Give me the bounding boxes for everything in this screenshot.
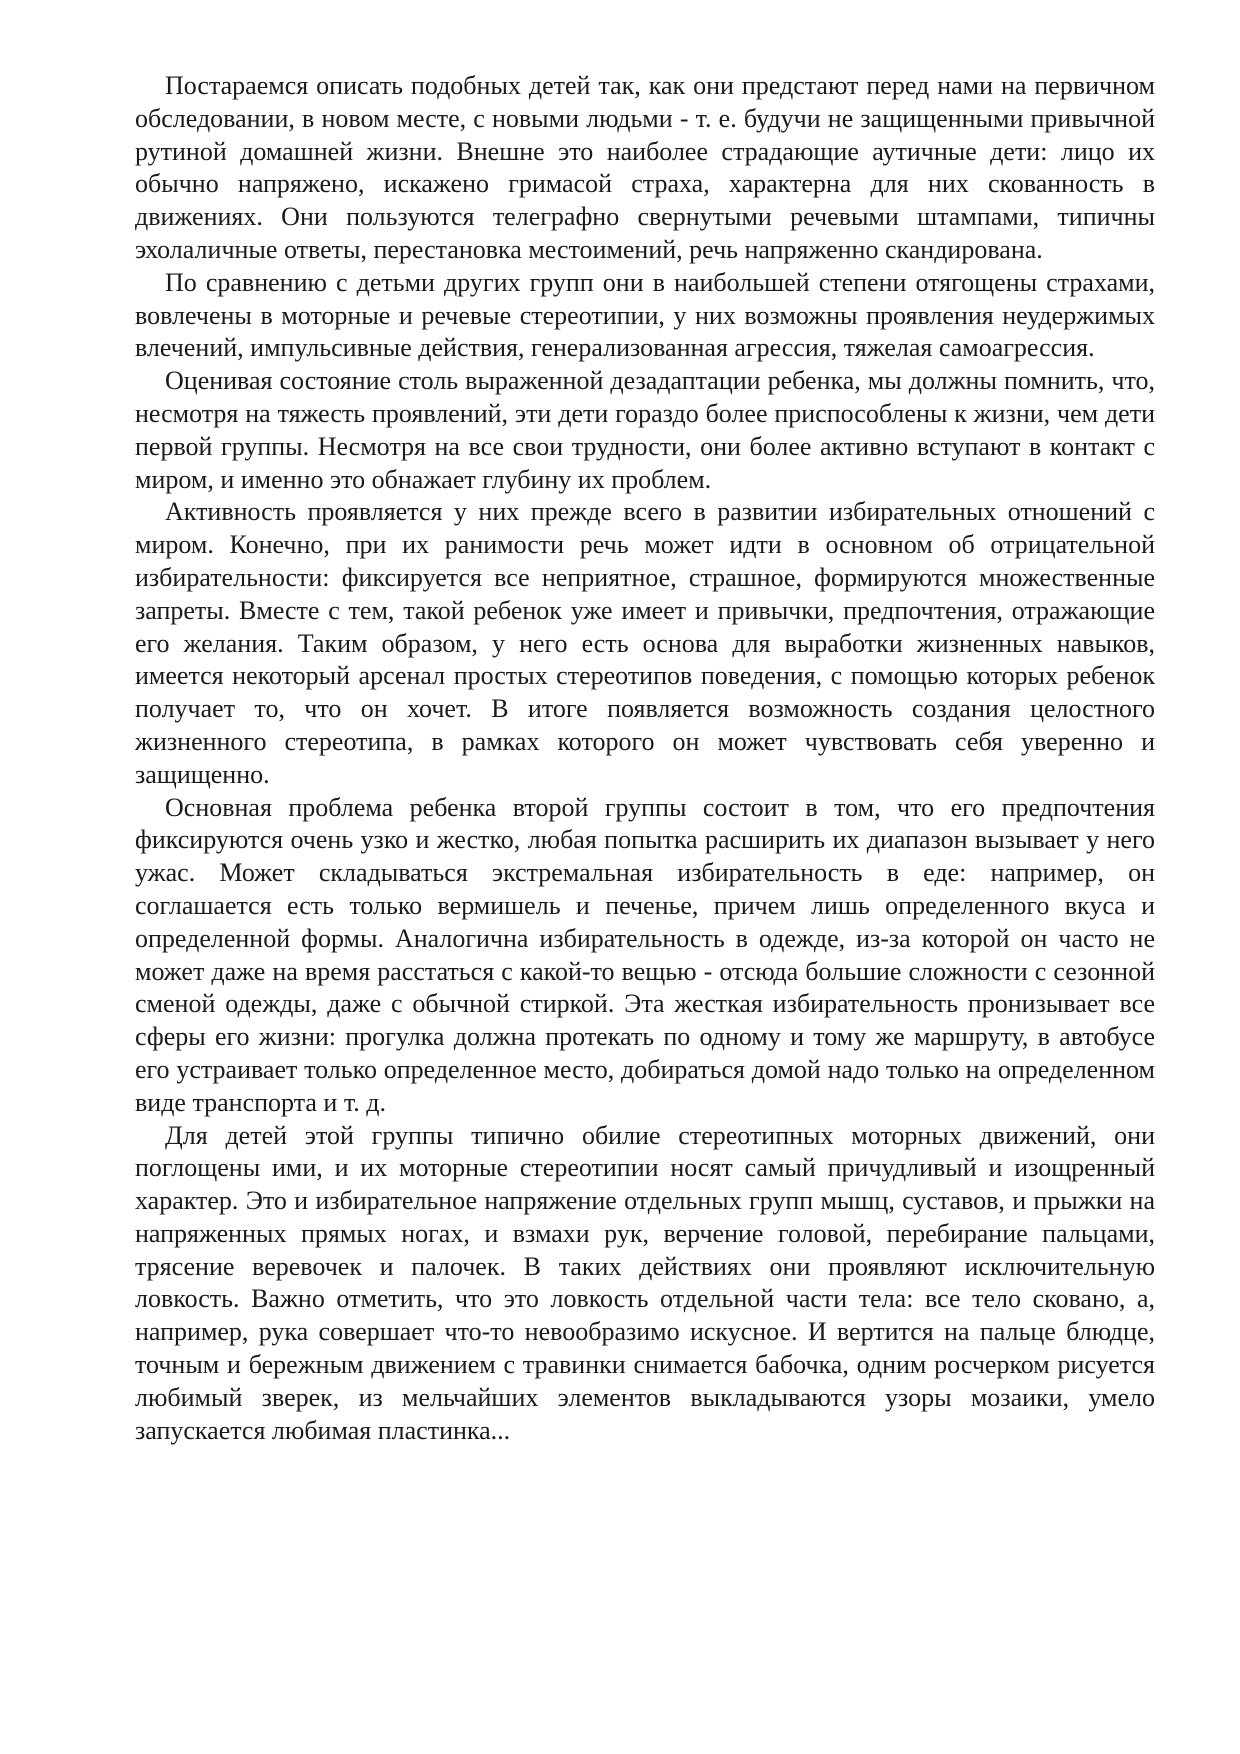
paragraph-4: Активность проявляется у них прежде всего в развитии избирательных отношений с миром. Конечно, при их ранимости речь может идти в основном об отрицательной избирательности: фиксируется все неприятное, страшное, формируются множественные запреты. Вместе с тем, такой ребенок уже имеет и привычки, предпочтения, отражающие его желания. Таким образом, у него есть основа для выработки жизненных навыков, имеется некоторый арсенал простых стереотипов поведения, с помощью которых ребенок получает то, что он хочет. В итоге появляется возможность создания целостного жизненного стереотипа, в рамках которого он может чувствовать себя уверенно и защищенно. bbox=[135, 497, 1155, 789]
paragraph-6: Для детей этой группы типично обилие стереотипных моторных движений, они поглощены ими, и их моторные стереотипии носят самый причудливый и изощренный характер. Это и избирательное напряжение отдельных групп мышц, суставов, и прыжки на напряженных прямых ногах, и взмахи рук, верчение головой, перебирание пальцами, трясение веревочек и палочек. В таких действиях они проявляют исключительную ловкость. Важно отметить, что это ловкость отдельной части тела: все тело сковано, а, например, рука совершает что-то невообразимо искусное. И вертится на пальце блюдце, точным и бережным движением с травинки снимается бабочка, одним росчерком рисуется любимый зверек, из мельчайших элементов выкладываются узоры мозаики, умело запускается любимая пластинка... bbox=[135, 1120, 1155, 1445]
paragraph-5: Основная проблема ребенка второй группы состоит в том, что его предпочтения фиксируются очень узко и жестко, любая попытка расширить их диапазон вызывает у него ужас. Может складываться экстремальная избирательность в еде: например, он соглашается есть только вермишель и печенье, причем лишь определенного вкуса и определенной формы. Аналогична избирательность в одежде, из-за которой он часто не может даже на время расстаться с какой-то вещью - отсюда большие сложности с сезонной сменой одежды, даже с обычной стиркой. Эта жесткая избирательность пронизывает все сферы его жизни: прогулка должна протекать по одному и тому же маршруту, в автобусе его устраивает только определенное место, добираться домой надо только на определенном виде транспорта и т. д. bbox=[135, 792, 1155, 1117]
paragraph-3: Оценивая состояние столь выраженной дезадаптации ребенка, мы должны помнить, что, несмотря на тяжесть проявлений, эти дети гораздо более приспособлены к жизни, чем дети первой группы. Несмотря на все свои трудности, они более активно вступают в контакт с миром, и именно это обнажает глубину их проблем. bbox=[135, 366, 1155, 494]
paragraph-1: Постараемся описать подобных детей так, как они предстают перед нами на первичном обследовании, в новом месте, с новыми людьми - т. е. будучи не защищенными привычной рутиной домашней жизни. Внешне это наиболее страдающие аутичные дети: лицо их обычно напряжено, искажено гримасой страха, характерна для них скованность в движениях. Они пользуются телеграфно свернутыми речевыми штампами, типичны эхолаличные ответы, перестановка местоимений, речь напряженно скандирована. bbox=[135, 71, 1155, 264]
paragraph-2: По сравнению с детьми других групп они в наибольшей степени отягощены страхами, вовлечены в моторные и речевые стереотипии, у них возможны проявления неудержимых влечений, импульсивные действия, генерализованная агрессия, тяжелая самоагрессия. bbox=[135, 267, 1155, 363]
document-page bbox=[135, 70, 1155, 1447]
